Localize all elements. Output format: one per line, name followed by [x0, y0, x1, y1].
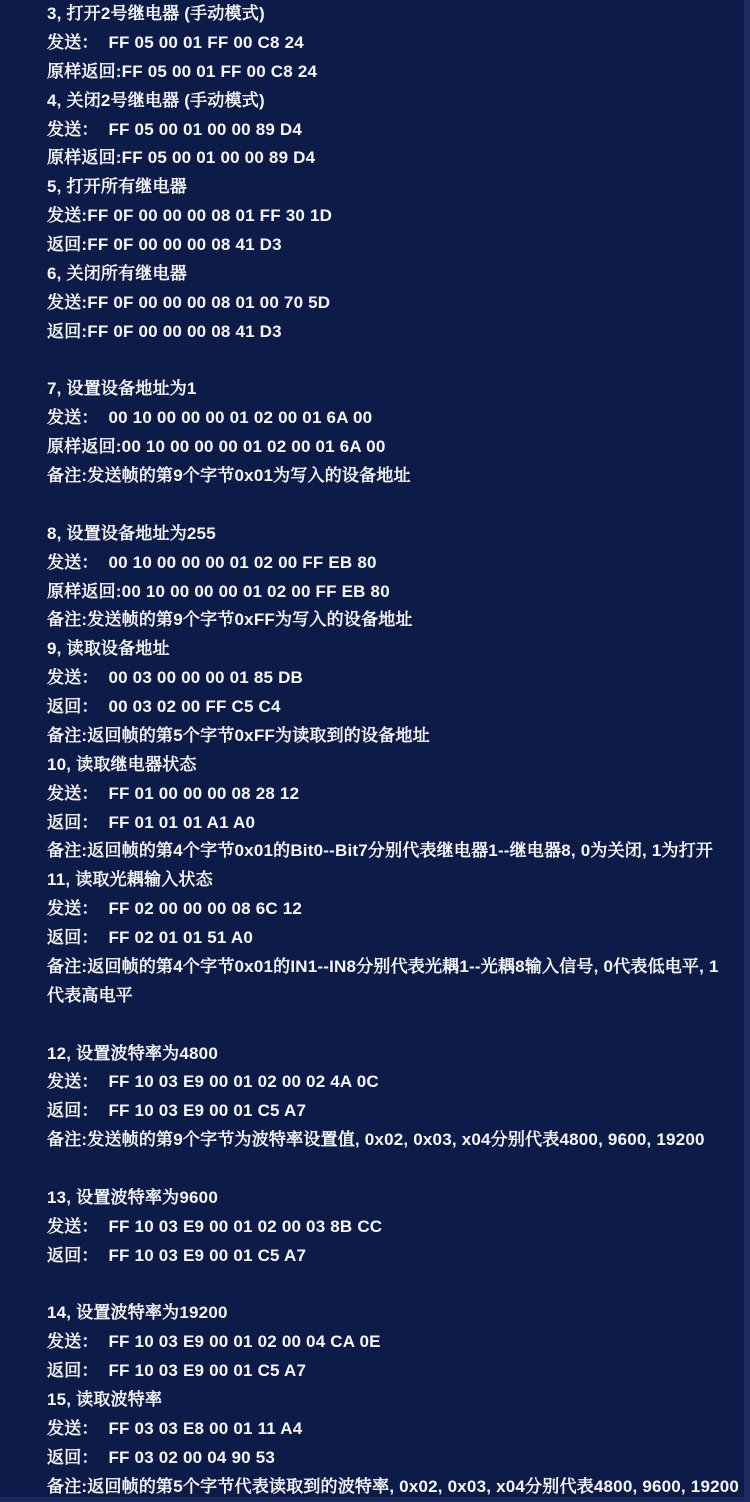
doc-line: 备注:返回帧的第5个字节代表读取到的波特率, 0x02, 0x03, x04分别代表4800, 9600, 19200 — [47, 1476, 740, 1496]
doc-line: 15, 读取波特率 — [47, 1390, 163, 1409]
doc-line: 返回： FF 01 01 01 A1 A0 — [47, 812, 256, 832]
doc-line: 7, 设置设备地址为1 — [47, 379, 197, 399]
doc-line — [47, 1011, 750, 1040]
doc-line: 发送： FF 10 03 E9 00 01 02 00 02 4A 0C — [47, 1072, 379, 1092]
doc-line: 备注:发送帧的第9个字节0x01为写入的设备地址 — [47, 466, 411, 485]
doc-line: 备注:返回帧的第4个字节0x01的Bit0--Bit7分别代表继电器1--继电器8, 0为关闭, 1为打开 — [47, 841, 714, 861]
doc-line: 发送： FF 03 03 E8 00 01 11 A4 — [47, 1418, 303, 1438]
doc-line: 返回:FF 0F 00 00 00 08 41 D3 — [47, 321, 282, 341]
doc-line — [47, 1271, 750, 1300]
doc-line: 返回： FF 10 03 E9 00 01 C5 A7 — [47, 1361, 307, 1381]
doc-line: 发送:FF 0F 00 00 00 08 01 00 70 5D — [47, 292, 331, 312]
doc-line: 14, 设置波特率为19200 — [47, 1303, 228, 1323]
doc-line: 11, 读取光耦输入状态 — [47, 870, 213, 890]
doc-line: 4, 关闭2号继电器 (手动模式) — [47, 90, 265, 110]
doc-line: 返回： FF 03 02 00 04 90 53 — [47, 1447, 276, 1467]
doc-line: 6, 关闭所有继电器 — [47, 263, 187, 283]
doc-line: 5, 打开所有继电器 — [47, 177, 187, 197]
doc-line: 原样返回:FF 05 00 01 FF 00 C8 24 — [47, 61, 318, 81]
doc-line: 备注:返回帧的第5个字节0xFF为读取到的设备地址 — [47, 725, 430, 745]
doc-line: 8, 设置设备地址为255 — [47, 523, 216, 543]
doc-line: 发送： FF 05 00 01 FF 00 C8 24 — [47, 32, 304, 52]
doc-line: 备注:返回帧的第4个字节0x01的IN1--IN8分别代表光耦1--光耦8输入信号, 0代表低电平, 1 — [47, 956, 719, 976]
doc-line: 9, 读取设备地址 — [47, 639, 170, 659]
doc-line: 发送： FF 10 03 E9 00 01 02 00 03 8B CC — [47, 1216, 383, 1236]
doc-line: 发送： FF 01 00 00 00 08 28 12 — [47, 783, 300, 803]
doc-line — [47, 1155, 750, 1184]
doc-line: 原样返回:00 10 00 00 00 01 02 00 FF EB 80 — [47, 581, 390, 601]
doc-line: 发送： 00 03 00 00 00 01 85 DB — [47, 668, 304, 688]
doc-line: 返回： FF 10 03 E9 00 01 C5 A7 — [47, 1101, 307, 1121]
doc-line: 10, 读取继电器状态 — [47, 754, 197, 774]
doc-line: 13, 设置波特率为9600 — [47, 1187, 218, 1207]
doc-line — [47, 347, 750, 376]
doc-line: 代表高电平 — [47, 985, 133, 1005]
doc-line: 发送： 00 10 00 00 00 01 02 00 FF EB 80 — [47, 552, 377, 572]
doc-line: 备注:发送帧的第9个字节为波特率设置值, 0x02, 0x03, x04分别代表4800, 9600, 19200 — [47, 1130, 705, 1150]
doc-line: 3, 打开2号继电器 (手动模式) — [47, 4, 265, 23]
doc-line: 返回： 00 03 02 00 FF C5 C4 — [47, 697, 281, 716]
doc-line: 发送:FF 0F 00 00 00 08 01 FF 30 1D — [47, 206, 333, 226]
doc-line: 返回:FF 0F 00 00 00 08 41 D3 — [47, 235, 282, 254]
doc-line: 发送： FF 10 03 E9 00 01 02 00 04 CA 0E — [47, 1332, 381, 1352]
page-edge-right — [744, 0, 750, 1502]
doc-line — [47, 491, 750, 520]
doc-line: 原样返回:FF 05 00 01 00 00 89 D4 — [47, 148, 316, 168]
doc-line: 12, 设置波特率为4800 — [47, 1043, 218, 1063]
doc-line: 发送： 00 10 00 00 00 01 02 00 01 6A 00 — [47, 408, 373, 428]
doc-line: 返回： FF 10 03 E9 00 01 C5 A7 — [47, 1245, 307, 1265]
doc-line: 发送： FF 05 00 01 00 00 89 D4 — [47, 119, 303, 139]
doc-line: 发送： FF 02 00 00 00 08 6C 12 — [47, 899, 303, 919]
page-edge-bottom — [0, 1497, 750, 1502]
doc-line: 返回： FF 02 01 01 51 A0 — [47, 928, 253, 947]
doc-line: 原样返回:00 10 00 00 00 01 02 00 01 6A 00 — [47, 437, 386, 457]
doc-line: 备注:发送帧的第9个字节0xFF为写入的设备地址 — [47, 610, 413, 630]
